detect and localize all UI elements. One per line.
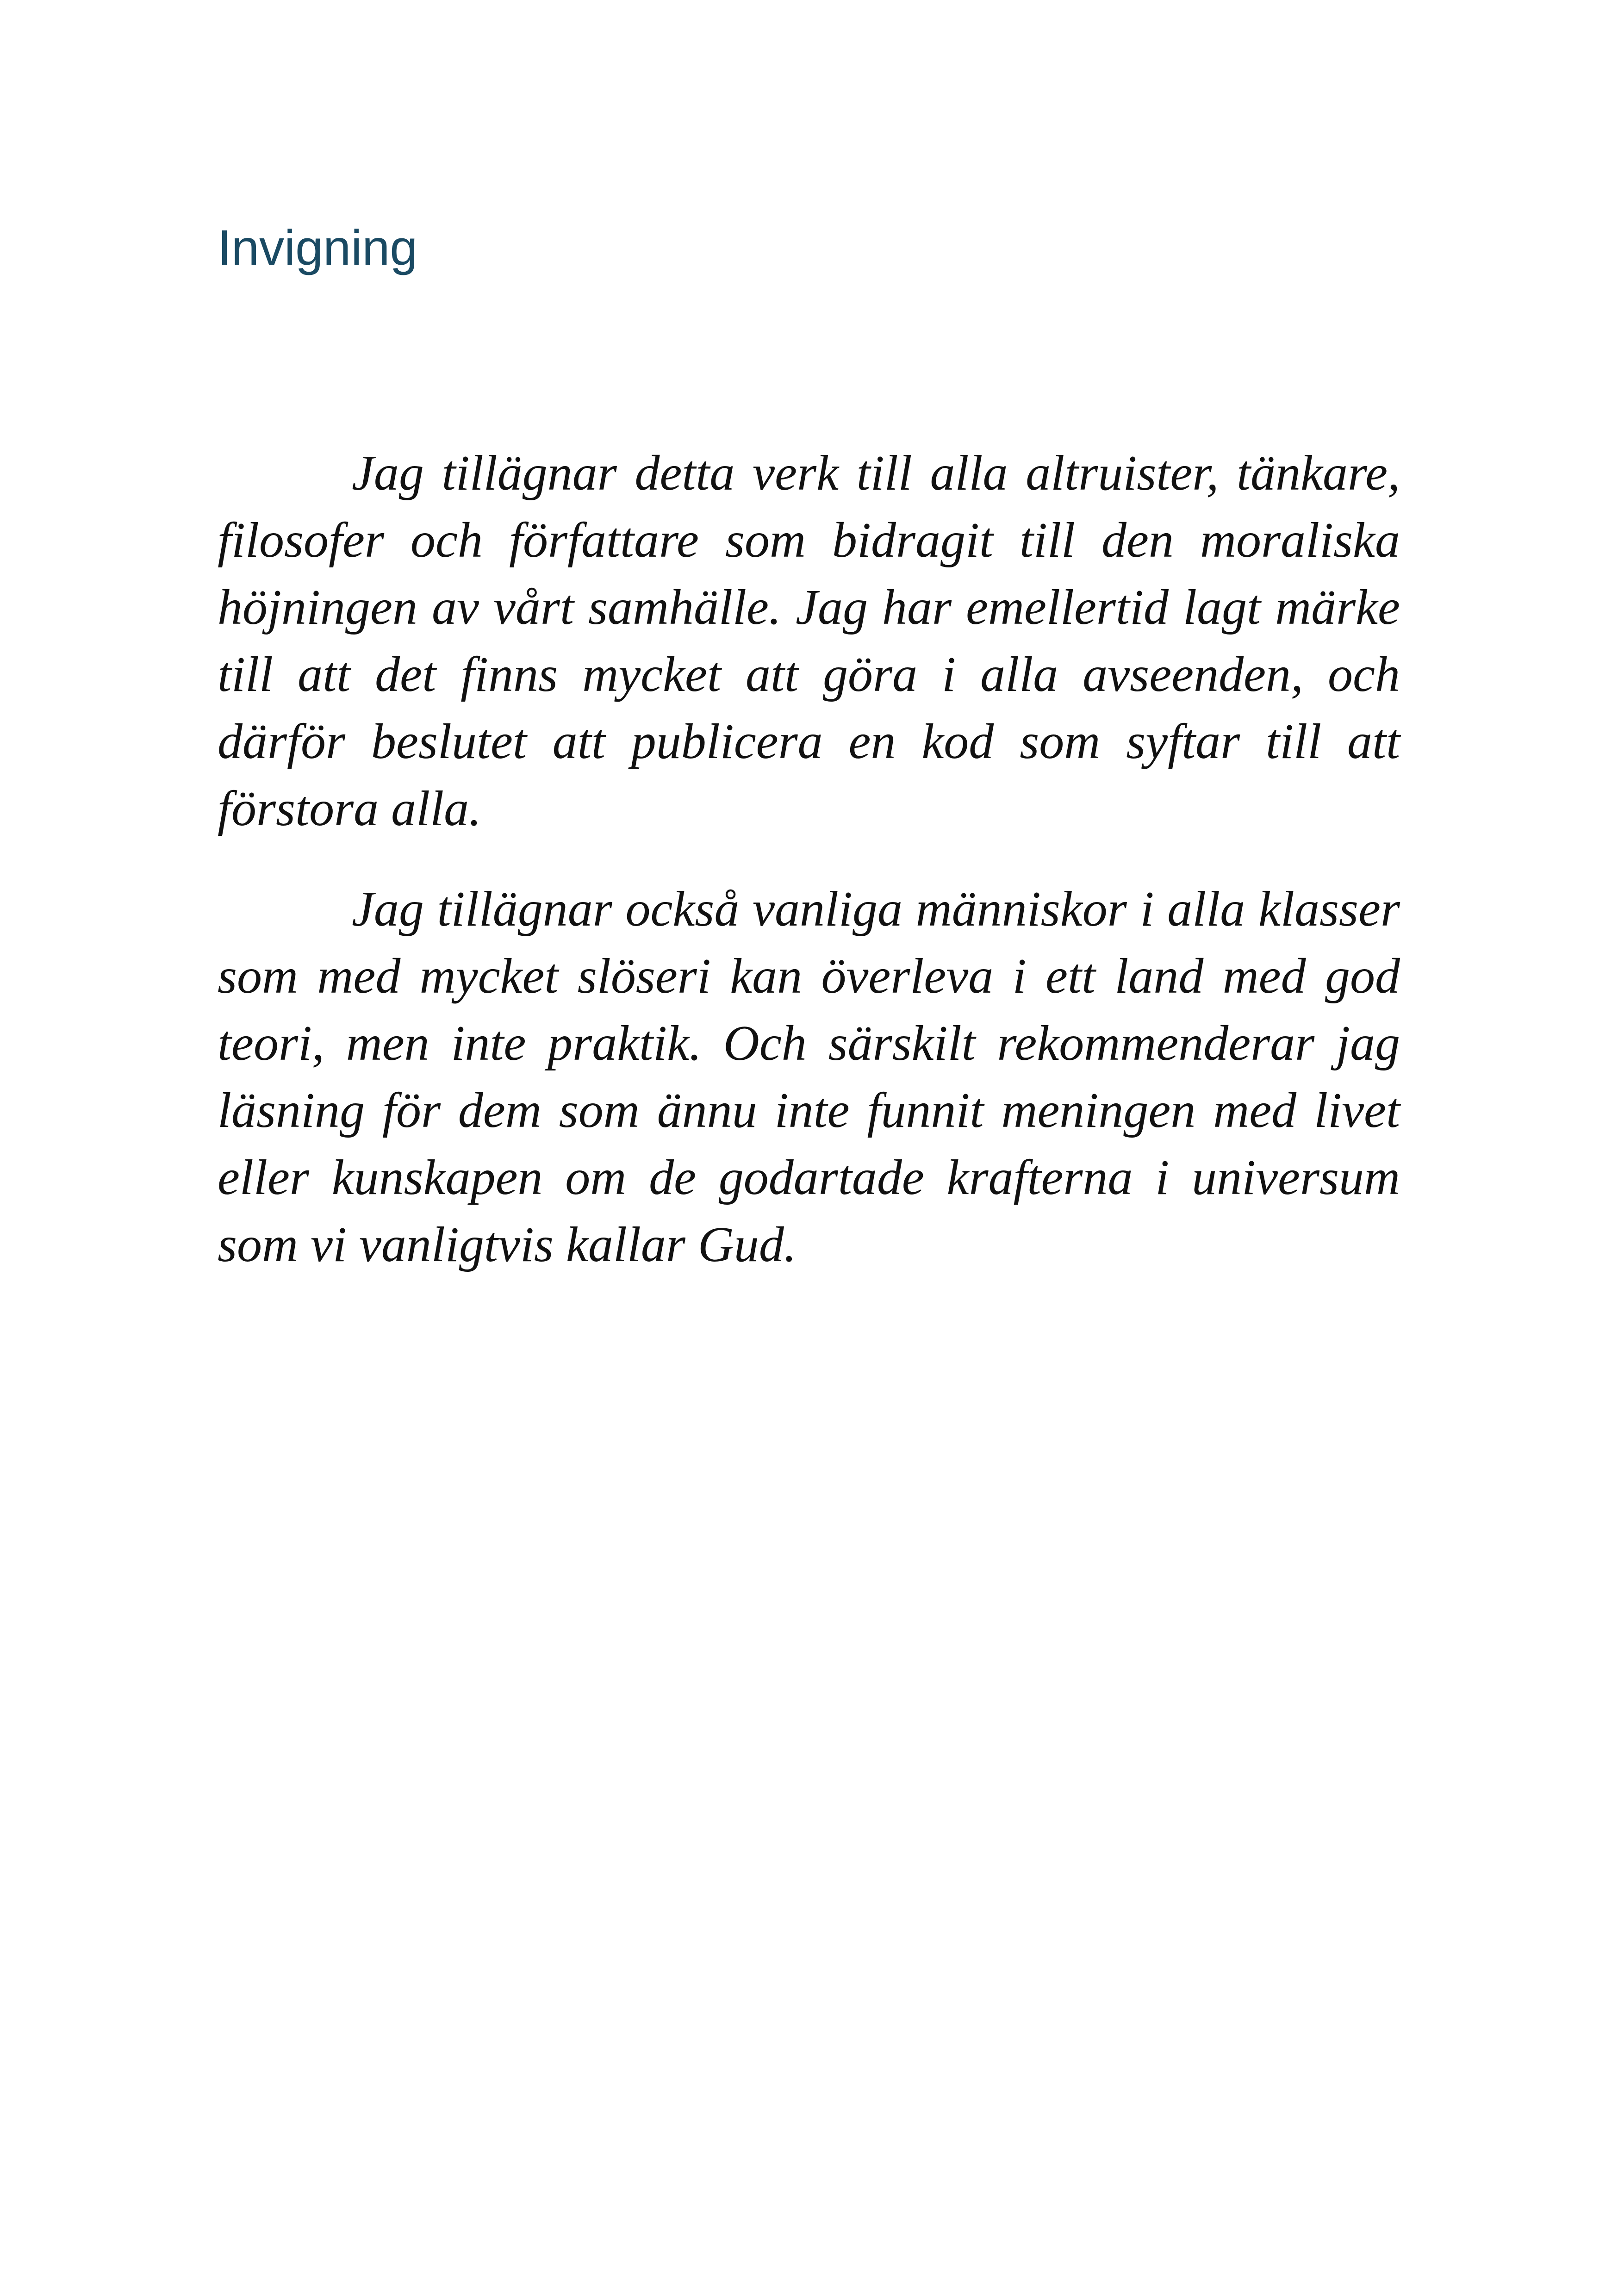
dedication-paragraph-1: Jag tillägnar detta verk till alla altruister, tänkare, filosofer och författare som bidragit till den moraliska höjningen av vårt samhälle. Jag har emellertid lagt märke till att det finns mycket att göra i alla avseenden, och därför beslutet att publicera en kod som syftar till att förstora alla. (218, 446, 1400, 836)
page-title: Invigning (218, 219, 418, 275)
dedication-paragraph-2: Jag tillägnar också vanliga människor i alla klasser som med mycket slöseri kan överleva i ett land med god teori, men inte praktik. Och särskilt rekommenderar jag läsning för dem som ännu inte funnit meningen med livet eller kunskapen om de godartade krafterna i universum som vi vanligtvis kallar Gud. (218, 882, 1400, 1272)
dedication-body (218, 440, 1400, 1312)
